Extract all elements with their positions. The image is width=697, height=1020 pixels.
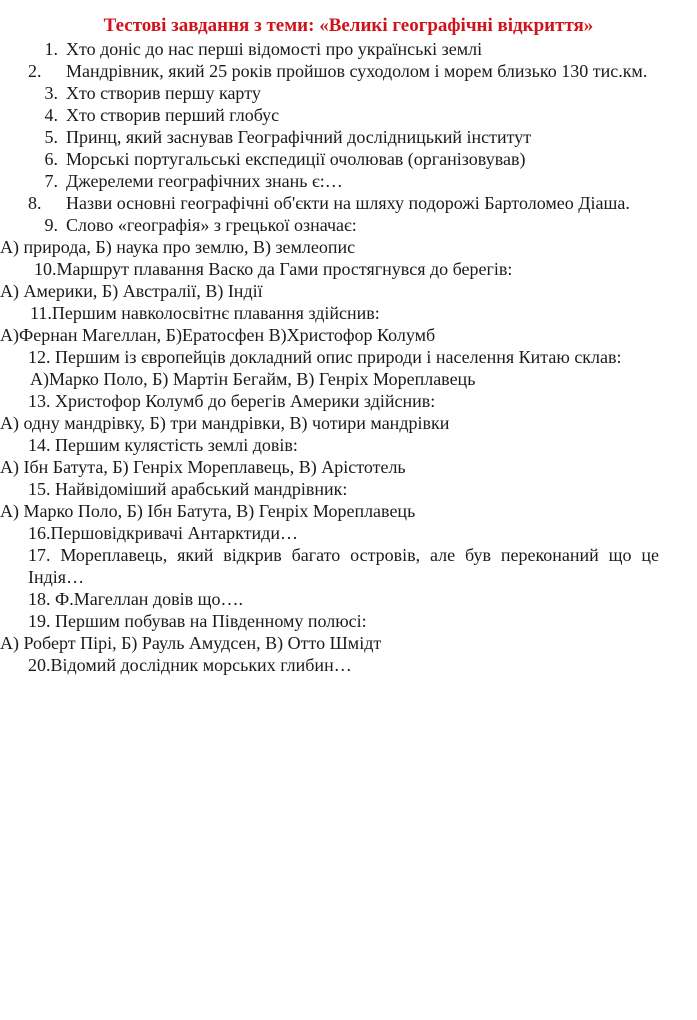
question-text: Морські португальські експедиції очолював (організовував): [66, 149, 526, 169]
question-9: [0, 214, 697, 236]
question-10: 10.Маршрут плавання Васко да Гами простягнувся до берегів:: [34, 259, 513, 279]
question-8: [0, 192, 697, 214]
question-number: 8.: [28, 193, 42, 213]
answer-options-11: А)Фернан Магеллан, Б)Ератосфен В)Христофор Колумб: [0, 325, 436, 345]
question-18: 18. Ф.Магеллан довів що….: [28, 589, 243, 609]
answer-options-15: А) Марко Поло, Б) Ібн Батута, В) Генріх Мореплавець: [0, 501, 416, 521]
question-4: [0, 104, 697, 126]
question-6: [0, 148, 697, 170]
answer-options-19: А) Роберт Пірі, Б) Рауль Амудсен, В) Отто Шмідт: [0, 633, 382, 653]
question-15: 15. Найвідоміший арабський мандрівник:: [28, 479, 348, 499]
question-text: Слово «географія» з грецької означає:: [66, 215, 357, 235]
question-1: [0, 38, 697, 60]
question-number: 7.: [44, 171, 58, 191]
question-14: 14. Першим кулястість землі довів:: [28, 435, 298, 455]
answer-options-13: А) одну мандрівку, Б) три мандрівки, В) чотири мандрівки: [0, 413, 450, 433]
question-3: [0, 82, 697, 104]
question-13: 13. Христофор Колумб до берегів Америки здійснив:: [28, 391, 436, 411]
question-number: 5.: [44, 127, 58, 147]
question-number: 2.: [28, 61, 42, 81]
question-number: 3.: [44, 83, 58, 103]
question-19: 19. Першим побував на Південному полюсі:: [28, 611, 367, 631]
question-text: Хто створив перший глобус: [66, 105, 280, 125]
question-text: Хто доніс до нас перші відомості про українські землі: [66, 39, 483, 59]
question-20: 20.Відомий дослідник морських глибин…: [28, 655, 352, 675]
question-17: 17. Мореплавець, який відкрив багато островів, але був переконаний що це Індія…: [28, 545, 659, 587]
question-16: 16.Першовідкривачі Антарктиди…: [28, 523, 298, 543]
question-number: 4.: [44, 105, 58, 125]
question-number: 1.: [44, 39, 58, 59]
question-text: Мандрівник, який 25 років пройшов суходолом і морем близько 130 тис.км.: [66, 61, 648, 81]
question-12: 12. Першим із європейців докладний опис природи і населення Китаю склав:: [28, 347, 622, 367]
page-title: Тестові завдання з теми: «Великі географічні відкриття»: [103, 15, 594, 36]
question-11: 11.Першим навколосвітнє плавання здійснив:: [30, 303, 380, 323]
question-2: [0, 60, 697, 82]
question-text: Принц, який заснував Географічний дослідницький інститут: [66, 127, 532, 147]
question-list: [0, 38, 697, 676]
question-5: [0, 126, 697, 148]
question-text: Хто створив першу карту: [66, 83, 261, 103]
question-text: Назви основні географічні об'єкти на шляху подорожі Бартоломео Діаша.: [66, 193, 630, 213]
question-text: Джерелеми географічних знань є:…: [66, 171, 343, 191]
question-number: 6.: [44, 149, 58, 169]
answer-options-10: А) Америки, Б) Австралії, В) Індії: [0, 281, 263, 301]
answer-options-9: А) природа, Б) наука про землю, В) землеопис: [0, 237, 356, 257]
answer-options-14: А) Ібн Батута, Б) Генріх Мореплавець, В) Арістотель: [0, 457, 406, 477]
question-number: 9.: [44, 215, 58, 235]
question-7: [0, 170, 697, 192]
answer-options-12: А)Марко Поло, Б) Мартін Бегайм, В) Генріх Мореплавець: [30, 369, 476, 389]
